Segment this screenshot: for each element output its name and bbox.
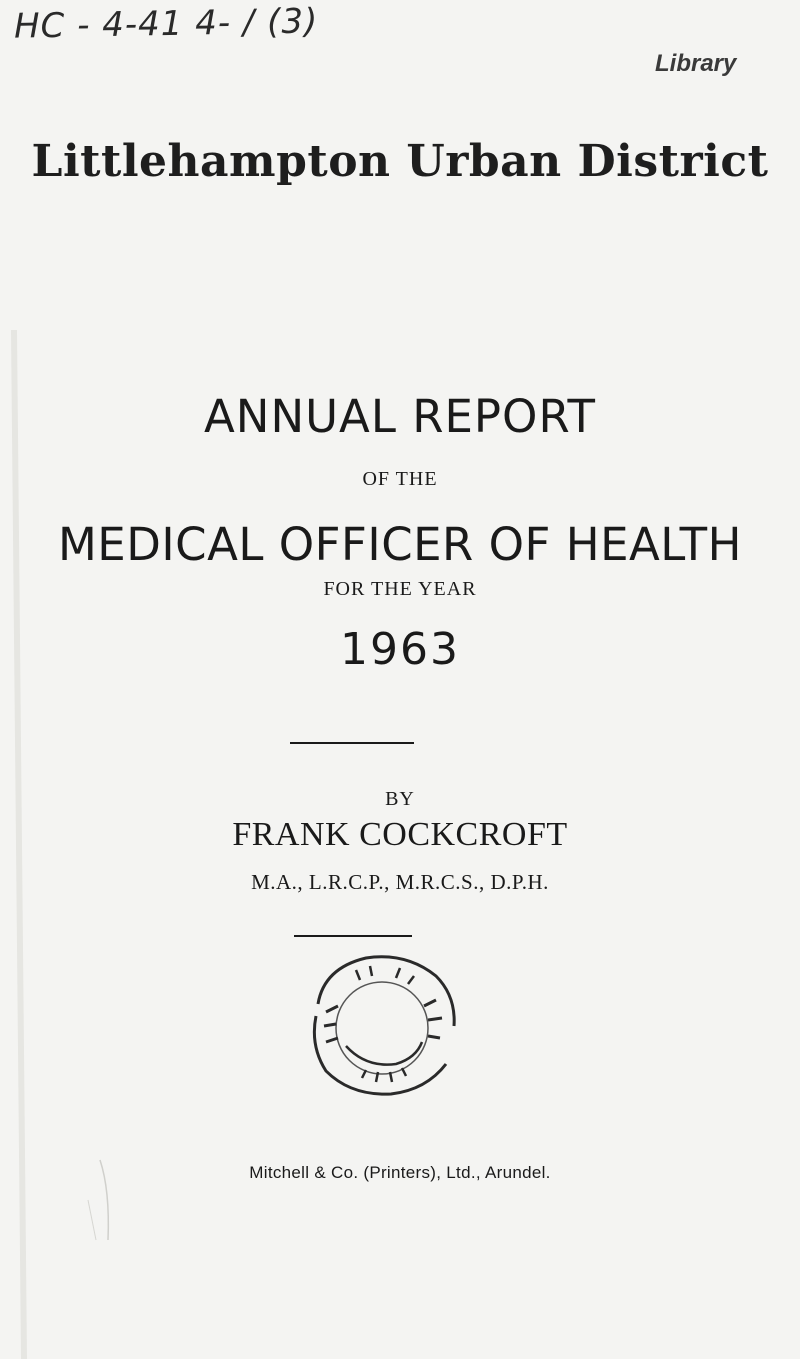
divider-rule [294, 935, 412, 937]
author-qualifications: M.A., L.R.C.P., M.R.C.S., D.P.H. [251, 870, 549, 894]
by-text: BY [385, 788, 415, 810]
officer-title: MEDICAL OFFICER OF HEALTH [57, 518, 742, 571]
report-year: 1963 [340, 624, 460, 675]
for-the-year-text: FOR THE YEAR [323, 578, 477, 600]
handwritten-shelfmark: HC - 4-41 4- / (3) [13, 1, 319, 47]
divider-rule [290, 742, 414, 744]
of-the-text: OF THE [362, 468, 438, 490]
printer-imprint: Mitchell & Co. (Printers), Ltd., Arundel. [249, 1163, 551, 1182]
author-name: FRANK COCKCROFT [232, 816, 568, 853]
report-title: ANNUAL REPORT [204, 390, 596, 443]
crest-seal-icon [296, 946, 466, 1101]
library-stamp: Library [655, 50, 737, 77]
district-title: Littlehampton Urban District [31, 136, 769, 187]
